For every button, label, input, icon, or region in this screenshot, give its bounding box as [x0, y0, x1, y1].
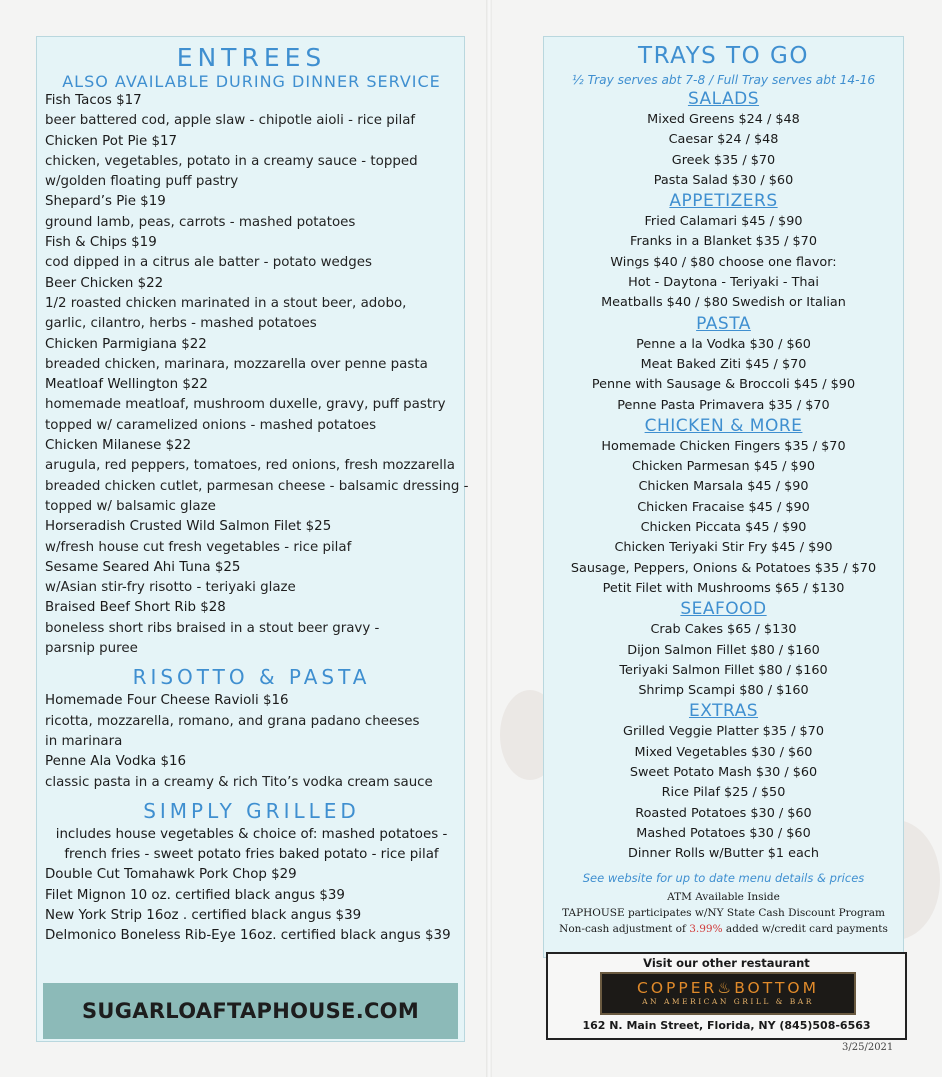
- tray-item: Petit Filet with Mushrooms $65 / $130: [602, 580, 845, 596]
- logo-tagline: AN AMERICAN GRILL & BAR: [642, 997, 814, 1006]
- section-title-salads: SALADS: [687, 89, 760, 109]
- dish-description: homemade meatloaf, mushroom duxelle, gravy, puff pastry: [45, 397, 446, 413]
- dish-description: breaded chicken, marinara, mozzarella over penne pasta: [45, 356, 428, 372]
- tray-item: Chicken Piccata $45 / $90: [640, 520, 807, 536]
- entrees-title: ENTREES: [176, 43, 327, 72]
- risotto-list: [45, 691, 458, 792]
- tray-item: Chicken Teriyaki Stir Fry $45 / $90: [614, 540, 833, 556]
- dish-description: chicken, vegetables, potato in a creamy sauce - topped: [45, 153, 418, 169]
- tray-item: Franks in a Blanket $35 / $70: [630, 234, 817, 250]
- tray-item: Mixed Greens $24 / $48: [647, 112, 800, 127]
- section-title-extras: EXTRAS: [688, 701, 759, 722]
- tray-item: Penne with Sausage & Broccoli $45 / $90: [591, 377, 856, 393]
- dish-name: Fish Tacos $17: [45, 93, 142, 108]
- section-title-chicken-more: CHICKEN & MORE: [644, 415, 803, 436]
- dish-description: ground lamb, peas, carrots - mashed potatoes: [45, 214, 356, 230]
- dish-description: 1/2 roasted chicken marinated in a stout beer, adobo,: [45, 295, 407, 311]
- atm-note: ATM Available Inside: [667, 890, 780, 903]
- copper-bottom-logo: [600, 972, 856, 1015]
- tray-item: Meatballs $40 / $80 Swedish or Italian: [601, 295, 846, 311]
- dish-name: Penne Ala Vodka $16: [45, 754, 186, 770]
- dish-description: classic pasta in a creamy & rich Tito’s vodka cream sauce: [45, 774, 433, 790]
- tray-item: Sweet Potato Mash $30 / $60: [629, 765, 818, 781]
- flame-icon: ♨: [717, 979, 735, 997]
- dish-name: Chicken Pot Pie $17: [45, 133, 178, 149]
- tray-item: Pasta Salad $30 / $60: [653, 172, 794, 188]
- dish-description: w/Asian stir-fry risotto - teriyaki glaze: [45, 580, 296, 596]
- adjustment-pre: Non-cash adjustment of: [559, 922, 690, 935]
- website-url[interactable]: SUGARLOAFTAPHOUSE.COM: [81, 999, 420, 1023]
- tray-item: Penne a la Vodka $30 / $60: [636, 336, 811, 352]
- grilled-list: [45, 865, 458, 946]
- tray-item: Chicken Marsala $45 / $90: [638, 479, 809, 495]
- logo-name: [637, 980, 819, 997]
- dish-name: Shepard’s Pie $19: [45, 194, 166, 210]
- adjustment-note: [544, 921, 903, 937]
- dish-description: breaded chicken cutlet, parmesan cheese - balsamic dressing -: [45, 478, 469, 494]
- trays-title: TRAYS TO GO: [638, 43, 809, 69]
- grilled-item: Filet Mignon 10 oz. certified black angus $39: [45, 887, 345, 903]
- dish-name: Braised Beef Short Rib $28: [45, 600, 226, 616]
- grilled-title: SIMPLY GRILLED: [143, 798, 360, 823]
- tray-item: Dinner Rolls w/Butter $1 each: [628, 846, 819, 862]
- dish-name: Meatloaf Wellington $22: [45, 377, 208, 393]
- dish-description: garlic, cilantro, herbs - mashed potatoes: [45, 316, 317, 332]
- visit-label: Visit our other restaurant: [643, 956, 810, 970]
- tray-item: Homemade Chicken Fingers $35 / $70: [601, 438, 846, 454]
- tray-sections: [544, 89, 903, 865]
- tray-item: Rice Pilaf $25 / $50: [661, 785, 786, 801]
- grilled-item: Delmonico Boneless Rib-Eye 16oz. certified black angus $39: [45, 928, 451, 944]
- entrees-list: [45, 91, 469, 659]
- risotto-title: RISOTTO & PASTA: [132, 665, 371, 690]
- adjustment-post: added w/credit card payments: [722, 922, 888, 935]
- cash-program-note: TAPHOUSE participates w/NY State Cash Discount Program: [562, 906, 885, 919]
- dish-description: parsnip puree: [45, 641, 138, 657]
- tray-item: Greek $35 / $70: [671, 152, 776, 168]
- dish-description: topped w/ caramelized onions - mashed potatoes: [45, 417, 377, 433]
- trays-subtitle: ½ Tray serves abt 7-8 / Full Tray serves abt 14-16: [571, 73, 876, 87]
- dish-name: Horseradish Crusted Wild Salmon Filet $25: [45, 519, 332, 535]
- tray-item: Mixed Vegetables $30 / $60: [634, 744, 813, 760]
- dish-description: in marinara: [45, 733, 123, 749]
- dish-description: beer battered cod, apple slaw - chipotle aioli - rice pilaf: [45, 113, 416, 129]
- dish-name: Chicken Milanese $22: [45, 438, 192, 454]
- tray-item: Chicken Parmesan $45 / $90: [632, 459, 815, 475]
- tray-item: Fried Calamari $45 / $90: [644, 214, 803, 230]
- tray-item: Chicken Fracaise $45 / $90: [637, 499, 810, 515]
- website-note: See website for up to date menu details & prices: [582, 870, 865, 885]
- dish-name: Sesame Seared Ahi Tuna $25: [45, 559, 241, 575]
- grilled-note-line: includes house vegetables & choice of: mashed potatoes -: [55, 826, 448, 842]
- grilled-item: Double Cut Tomahawk Pork Chop $29: [45, 867, 297, 883]
- tray-item: Penne Pasta Primavera $35 / $70: [617, 397, 830, 413]
- dish-name: Homemade Four Cheese Ravioli $16: [45, 693, 289, 709]
- dish-description: topped w/ balsamic glaze: [45, 498, 216, 514]
- section-title-seafood: SEAFOOD: [680, 599, 767, 620]
- tray-item: Meat Baked Ziti $45 / $70: [640, 356, 807, 372]
- dish-name: Chicken Parmigiana $22: [45, 336, 207, 352]
- tray-item: Dijon Salmon Fillet $80 / $160: [627, 642, 820, 658]
- adjustment-percent: 3.99%: [689, 922, 723, 935]
- tray-item: Shrimp Scampi $80 / $160: [638, 683, 809, 699]
- tray-item: Caesar $24 / $48: [668, 132, 779, 148]
- grilled-item: New York Strip 16oz . certified black angus $39: [45, 907, 362, 923]
- dish-name: Fish & Chips $19: [45, 235, 157, 251]
- entrees-panel: [36, 36, 469, 1042]
- website-banner: [43, 983, 458, 1039]
- dish-description: cod dipped in a citrus ale batter - potato wedges: [45, 255, 372, 271]
- print-date: 3/25/2021: [842, 1042, 894, 1053]
- entrees-content: [45, 43, 469, 947]
- tray-item: Wings $40 / $80 choose one flavor:: [610, 254, 837, 270]
- tray-item: Grilled Veggie Platter $35 / $70: [623, 724, 824, 740]
- page-fold: [486, 0, 492, 1077]
- entrees-subtitle: ALSO AVAILABLE DURING DINNER SERVICE: [62, 72, 441, 91]
- tray-item: Sausage, Peppers, Onions & Potatoes $35 / $70: [570, 560, 877, 576]
- tray-item: Roasted Potatoes $30 / $60: [635, 805, 812, 821]
- dish-description: boneless short ribs braised in a stout beer gravy -: [45, 620, 380, 636]
- dish-description: arugula, red peppers, tomatoes, red onions, fresh mozzarella: [45, 458, 455, 474]
- trays-panel: [543, 36, 904, 958]
- tray-item: Crab Cakes $65 / $130: [650, 622, 797, 638]
- section-title-appetizers: APPETIZERS: [669, 191, 778, 212]
- logo-name-a: COPPER: [637, 979, 718, 997]
- tray-item: Hot - Daytona - Teriyaki - Thai: [628, 275, 819, 291]
- dish-description: w/fresh house cut fresh vegetables - rice pilaf: [45, 539, 352, 555]
- dish-name: Beer Chicken $22: [45, 275, 164, 291]
- section-title-pasta: PASTA: [696, 313, 751, 334]
- tray-item: Teriyaki Salmon Fillet $80 / $160: [619, 662, 828, 678]
- dish-description: ricotta, mozzarella, romano, and grana padano cheeses: [45, 713, 420, 729]
- dish-description: w/golden floating puff pastry: [45, 174, 239, 190]
- trays-content: [544, 41, 903, 937]
- grilled-note-line: french fries - sweet potato fries baked potato - rice pilaf: [64, 847, 439, 863]
- other-restaurant-box: [546, 952, 907, 1040]
- restaurant-address: 162 N. Main Street, Florida, NY (845)508-6563: [582, 1019, 871, 1032]
- tray-item: Mashed Potatoes $30 / $60: [636, 825, 811, 841]
- logo-name-b: BOTTOM: [734, 979, 819, 997]
